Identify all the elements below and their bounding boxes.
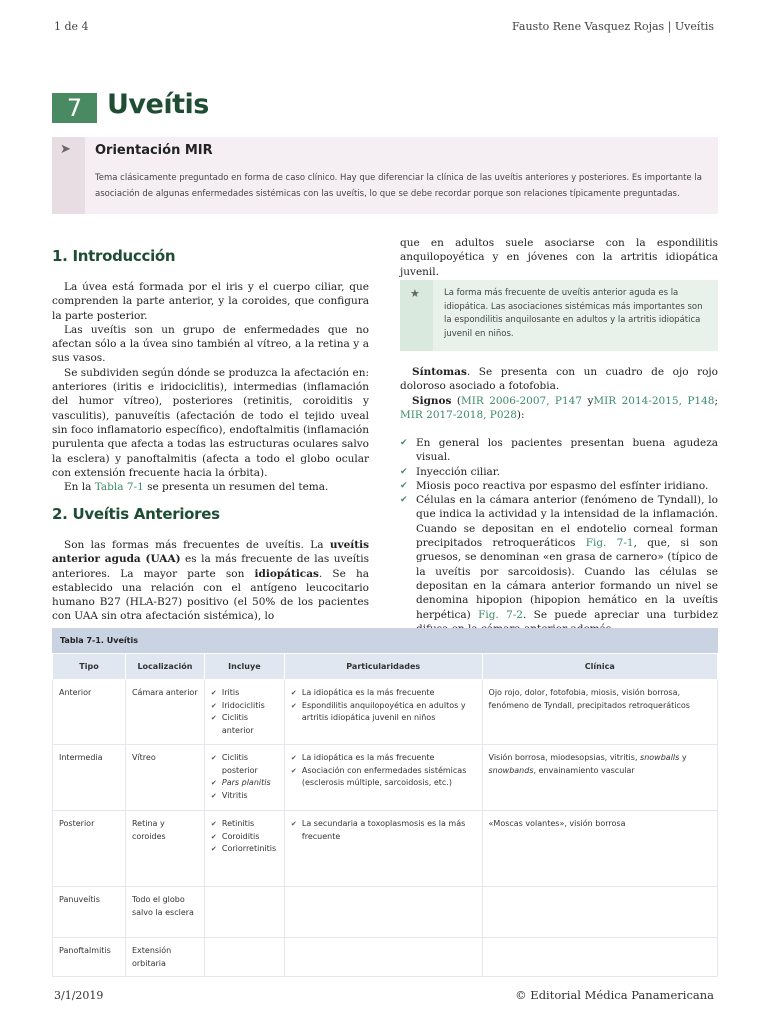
- column-header: Incluye: [204, 654, 284, 680]
- table-row: [53, 938, 718, 977]
- cell-localizacion: Extensión orbitaria: [125, 938, 204, 977]
- text-run: En la: [64, 481, 95, 494]
- table-header-row: [53, 654, 718, 680]
- column-header: Clínica: [482, 654, 717, 680]
- bold-term: idiopáticas: [254, 567, 319, 580]
- pointer-arrow-icon: ➤: [60, 142, 71, 157]
- anterior-uveitis-text: [52, 538, 369, 624]
- cell-tipo: Panuveítis: [53, 887, 126, 938]
- header-author-title: Fausto Rene Vasquez Rojas | Uveítis: [512, 20, 714, 33]
- text-run: (: [451, 394, 461, 407]
- key-note-text: La forma más frecuente de uveítis anterior aguda es la idiopática. Las asociaciones sistémicas más importantes son la espondilitis anquilosante en adultos y la artritis idiopática juvenil en niños.: [444, 288, 703, 339]
- cell-particularidades: [284, 887, 482, 938]
- cell-particularidades: [284, 938, 482, 977]
- cell-tipo: Posterior: [53, 811, 126, 887]
- list-item: ✔ Iridociclitis: [211, 700, 278, 713]
- text-run: es la más frecuente de las uveítis anteriores. La mayor parte son: [52, 553, 369, 580]
- cell-tipo: Panoftalmitis: [53, 938, 126, 977]
- cell-localizacion: Vítreo: [125, 745, 204, 811]
- uveitis-table: [52, 628, 718, 977]
- intro-paragraph-2: Las uveítis son un grupo de enfermedades que no afectan sólo a la úvea sino también al vítreo, a la retina y a sus vasos.: [52, 323, 369, 365]
- continued-text: que en adultos suele asociarse con la espondilitis anquilopoyética y en jóvenes con la artritis idiopática juvenil.: [400, 237, 718, 278]
- cell-tipo: Anterior: [53, 680, 126, 745]
- mir-text: Tema clásicamente preguntado en forma de caso clínico. Hay que diferenciar la clínica de las uveítis anteriores y posteriores. Es importante la asociación de algunas enfermedades sistémicas con las uveítis, lo que se debe recordar porque son relaciones típicamente preguntadas.: [95, 173, 702, 199]
- symptoms-label: Síntomas: [412, 366, 467, 378]
- list-item: ✔ Coriorretinitis: [211, 843, 278, 856]
- text-run: y: [679, 753, 687, 762]
- chapter-title: Uveítis: [107, 89, 209, 120]
- intro-paragraph-4: [52, 480, 369, 494]
- mir-ref-link[interactable]: MIR 2017-2018, P028: [400, 408, 517, 421]
- table-caption: Tabla 7-1. Uveítis: [52, 628, 718, 653]
- text-run: y: [582, 394, 594, 407]
- intro-paragraph-3: Se subdividen según dónde se produzca la afectación en: anteriores (iritis e iridociclitis), intermedias (inflamación del humor vítreo), posteriores (retinitis, coroiditis y vasculitis), panuveítis (afectación de todo el tejido uveal sin foco inflamatorio específico), endoftalmitis (inflamación purulenta que afecta a todas las estructuras oculares salvo la esclera) y panoftalmitis (afecta a todo el globo ocular con extensión frecuente hacia la órbita).: [52, 366, 369, 479]
- column-header: Tipo: [53, 654, 126, 680]
- cell-localizacion: Retina y coroides: [125, 811, 204, 887]
- intro-text: [52, 280, 369, 494]
- italic-term: snowbands: [488, 765, 534, 775]
- table-link[interactable]: Tabla 7-1: [94, 481, 144, 494]
- cell-clinica: [482, 938, 717, 977]
- italic-term: Pars planitis: [221, 778, 271, 787]
- mir-ref-link[interactable]: MIR 2006-2007, P147: [460, 394, 583, 407]
- list-item: ✔ Inyección ciliar.: [400, 465, 718, 479]
- list-item: ✔ La idiopática es la más frecuente: [291, 752, 476, 765]
- intro-paragraph-1: La úvea está formada por el iris y el cuerpo ciliar, que comprenden la parte anterior, y la coroides, que configura la parte posterior.: [52, 281, 369, 322]
- text-run: Son las formas más frecuentes de uveítis. La: [64, 539, 330, 551]
- cell-incluye: [204, 938, 284, 977]
- text-run: . Se ha establecido una relación con el antígeno leucocitario humano B27 (HLA-B27) positivo (el 50% de los pacientes con UAA sin otra afectación sistémica), lo: [52, 567, 369, 623]
- cell-incluye: [204, 887, 284, 938]
- table-row: [53, 680, 718, 745]
- text-run: , que, si son gruesos, se denominan «en grasa de carnero» (típico de la uveítis por sarcoidosis). Cuando las células se depositan en la cámara anterior formando un nivel se denomina hipopion (hipopion hemático en la uveítis herpética): [416, 537, 718, 621]
- cell-localizacion: Cámara anterior: [125, 680, 204, 745]
- list-item: ✔ Ciclitis posterior: [211, 752, 278, 777]
- cell-clinica: Ojo rojo, dolor, fotofobia, miosis, visión borrosa, fenómeno de Tyndall, precipitados retroqueráticos: [482, 680, 717, 745]
- symptoms-signs: [400, 365, 718, 422]
- list-item: [400, 493, 718, 636]
- italic-term: snowballs: [640, 753, 680, 762]
- cell-incluye: [204, 745, 284, 811]
- column-header: Particularidades: [284, 654, 482, 680]
- text-run: , envainamiento vascular: [533, 765, 635, 775]
- cell-clinica: [482, 745, 717, 811]
- section-2-title: 2. Uveítis Anteriores: [52, 505, 220, 523]
- mir-ref-link[interactable]: MIR 2014-2015, P148: [593, 394, 715, 407]
- list-item: ✔ Miosis poco reactiva por espasmo del esfínter iridiano.: [400, 479, 718, 493]
- footer-date: 3/1/2019: [54, 989, 104, 1002]
- cell-particularidades: [284, 811, 482, 887]
- list-item: ✔ Espondilitis anquilopoyética en adultos y artritis idiopática juvenil en niños: [291, 700, 476, 725]
- table-row: [53, 811, 718, 887]
- list-item: ✔ Iritis: [211, 687, 278, 700]
- list-item: ✔ En general los pacientes presentan buena agudeza visual.: [400, 436, 718, 465]
- signs-paragraph: [400, 394, 718, 423]
- cell-localizacion: Todo el globo salvo la esclera: [125, 887, 204, 938]
- list-item: [211, 777, 278, 790]
- table-row: [53, 887, 718, 938]
- text-run: ;: [714, 394, 718, 407]
- text-run: . Se presenta con un cuadro de ojo rojo doloroso asociado a fotofobia.: [400, 366, 718, 393]
- figure-link[interactable]: Fig. 7-1: [585, 537, 634, 550]
- list-item: ✔ Vitritis: [211, 790, 278, 803]
- cell-particularidades: [284, 680, 482, 745]
- list-item: ✔ La secundaria a toxoplasmosis es la más frecuente: [291, 818, 476, 843]
- cell-clinica: [482, 887, 717, 938]
- list-item: ✔ Coroiditis: [211, 831, 278, 844]
- cell-incluye: [204, 680, 284, 745]
- list-item: ✔ Ciclitis anterior: [211, 712, 278, 737]
- signs-label: Signos: [412, 394, 452, 407]
- cell-incluye: [204, 811, 284, 887]
- page-number: 1 de 4: [54, 20, 89, 33]
- cell-clinica: «Moscas volantes», visión borrosa: [482, 811, 717, 887]
- cell-particularidades: [284, 745, 482, 811]
- chapter-number: 7: [52, 93, 97, 123]
- bold-term: uveítis anterior aguda (UAA): [52, 539, 369, 566]
- text-run: Células en la cámara anterior (fenómeno de Tyndall), lo que indica la actividad y la intensidad de la inflamación. Cuando se depositan en el endotelio corneal forman precipitados retroqueráticos: [416, 494, 718, 550]
- figure-link[interactable]: Fig. 7-2: [478, 608, 523, 621]
- column-header: Localización: [125, 654, 204, 680]
- symptoms-paragraph: [400, 365, 718, 394]
- anterior-paragraph-1: [52, 538, 369, 624]
- star-icon: ★: [410, 287, 420, 300]
- list-item: ✔ La idiopática es la más frecuente: [291, 687, 476, 700]
- text-run: . Se puede apreciar una turbidez: [523, 608, 718, 621]
- mir-heading: Orientación MIR: [95, 143, 213, 158]
- signs-list: [400, 436, 718, 636]
- list-item: ✔ Retinitis: [211, 818, 278, 831]
- text-run: se presenta un resumen del tema.: [143, 481, 329, 494]
- section-1-title: 1. Introducción: [52, 247, 176, 265]
- cell-tipo: Intermedia: [53, 745, 126, 811]
- footer-publisher: © Editorial Médica Panamericana: [515, 988, 714, 1002]
- text-run: Visión borrosa, miodesopsias, vitritis,: [488, 753, 641, 762]
- text-run: ):: [516, 408, 525, 421]
- table-row: [53, 745, 718, 811]
- list-item: ✔ Asociación con enfermedades sistémicas (esclerosis múltiple, sarcoidosis, etc.): [291, 765, 476, 790]
